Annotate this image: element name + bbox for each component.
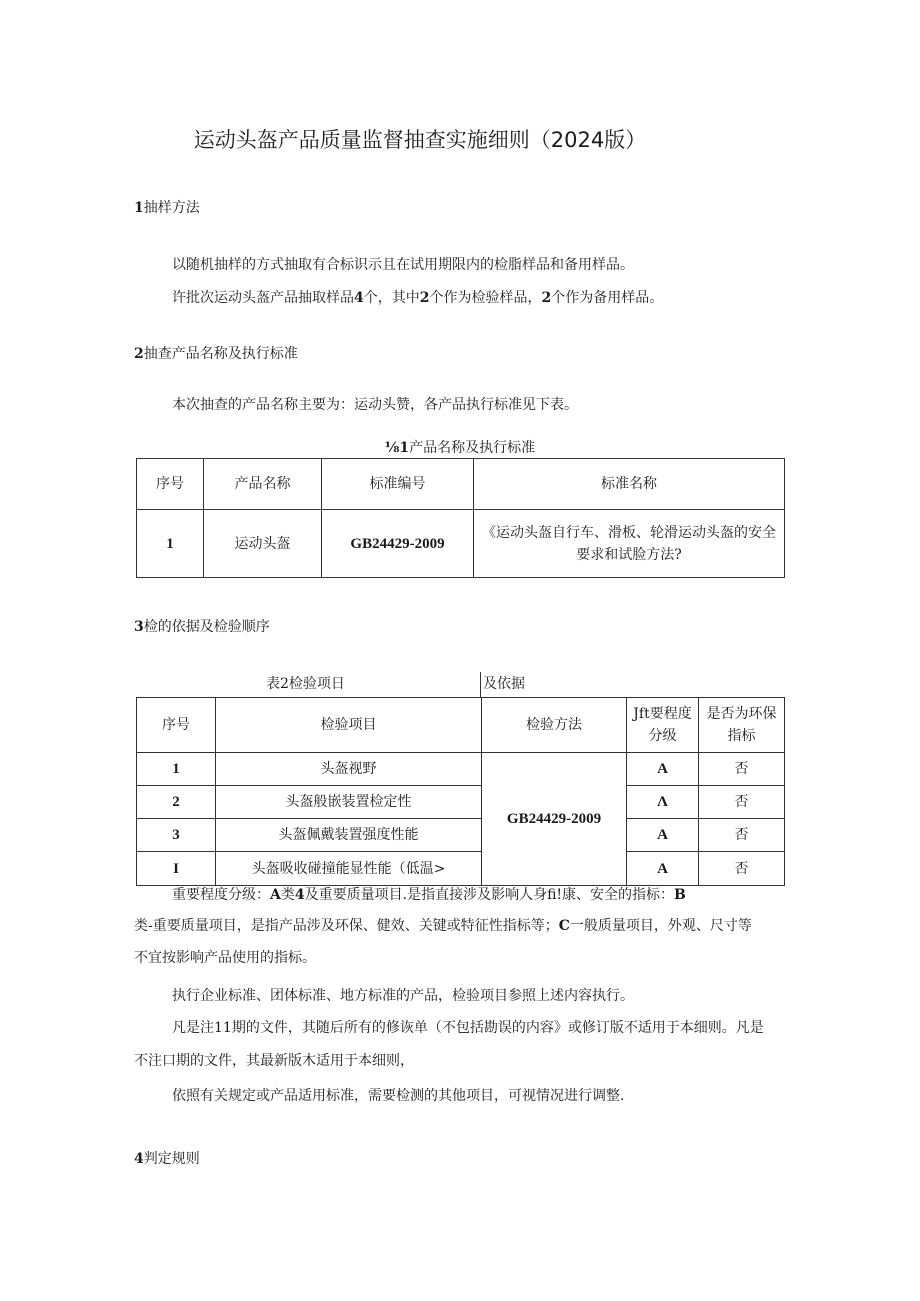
header-cell: 标准编号	[322, 459, 474, 510]
section-1-heading	[134, 199, 200, 217]
cell-grade: A	[627, 819, 699, 852]
table-2-caption-left: 表2检验项日	[266, 676, 345, 692]
cell-method: GB24429-2009	[482, 753, 627, 886]
section-title: 抽样方法	[143, 200, 200, 216]
header-cell: 产品名称	[204, 459, 322, 510]
cell-grade: A	[627, 852, 699, 886]
table-1	[136, 458, 785, 578]
cell-env: 否	[699, 753, 785, 786]
paragraph: 执行企业标准、团体标准、地方标准的产品，检验项目参照上述内容执行。	[172, 988, 634, 1004]
paragraph: 本次抽查的产品名称主要为：运动头赞，各产品执行标准见下表。	[172, 397, 578, 413]
cell-no: I	[137, 852, 216, 886]
cell-grade: Λ	[627, 786, 699, 819]
table-header-row	[137, 459, 785, 510]
header-cell: 检验项目	[216, 698, 482, 753]
table-header-row	[137, 698, 785, 753]
cell-env: 否	[699, 786, 785, 819]
paragraph: 类-重要质量项目，是指产品涉及环保、健效、关键或特征性指标等；C一般质量项目，外观、尺寸等	[134, 918, 752, 934]
document-title: 运动头盔产品质量监督抽查实施细则（2024版）	[193, 128, 647, 152]
table-row	[137, 819, 785, 852]
table-row	[137, 786, 785, 819]
cell-no: 2	[137, 786, 216, 819]
cell-no: 3	[137, 819, 216, 852]
cell-product: 运动头盔	[204, 510, 322, 578]
section-2-heading: 2抽查产品名称及执行标准	[134, 346, 298, 362]
cell-env: 否	[699, 852, 785, 886]
paragraph: 重要程度分级：A类4及重要质量项目.是指直接涉及影响人身fi!康、安全的指标：B	[172, 887, 686, 903]
section-3-heading: 3检的依据及检验顺序	[134, 619, 270, 635]
cell-code: GB24429-2009	[322, 510, 474, 578]
table-row	[137, 852, 785, 886]
header-cell: 是否为环保指标	[699, 698, 785, 753]
section-4-heading: 4判定规则	[134, 1151, 200, 1167]
table-row	[137, 753, 785, 786]
table-2-caption-right: 及依据	[483, 676, 525, 692]
header-cell: Jft要程度分级	[627, 698, 699, 753]
cell-item: 头盔吸收碰撞能显性能（低温>	[216, 852, 482, 886]
header-cell: 标准名称	[474, 459, 785, 510]
paragraph: 以随机抽样的方式抽取有合标识示且在试用期限内的检脂样品和备用样品。	[172, 257, 634, 273]
paragraph: 凡是注11期的文件，其随后所有的修诙单（不包括勘误的内容》或修订版不适用于本细则。凡是	[172, 1020, 764, 1036]
cell-env: 否	[699, 819, 785, 852]
cell-item: 头盔佩戴装置强度性能	[216, 819, 482, 852]
paragraph: 不宜按影响产品使用的指标。	[134, 950, 316, 966]
header-cell: 序号	[137, 698, 216, 753]
paragraph: 依照有关规定或产品适用标准，需要检测的其他项目，可视情况进行调整.	[172, 1088, 625, 1104]
header-cell: 检验方法	[482, 698, 627, 753]
paragraph: 不注口期的文件，其最新版木适用于本细则，	[134, 1053, 414, 1069]
cell-standard-name: 《运动头盔自行车、滑板、轮滑运动头盔的安全要求和试脸方法?	[474, 510, 785, 578]
cell-item: 头盔般嵌装置检定性	[216, 786, 482, 819]
cell-item: 头盔视野	[216, 753, 482, 786]
table-2	[136, 697, 785, 886]
cell-no: 1	[137, 753, 216, 786]
cell-grade: A	[627, 753, 699, 786]
paragraph: 许批次运动头盔产品抽取样品4个，其中2个作为检验样品，2个作为备用样品。	[172, 290, 664, 306]
section-number: 1	[134, 200, 144, 216]
header-cell: 序号	[137, 459, 204, 510]
cell-no: 1	[137, 510, 204, 578]
table-row	[137, 510, 785, 578]
caption-divider	[480, 672, 481, 697]
table-1-caption: ⅛1产品名称及执行标准	[384, 440, 536, 456]
